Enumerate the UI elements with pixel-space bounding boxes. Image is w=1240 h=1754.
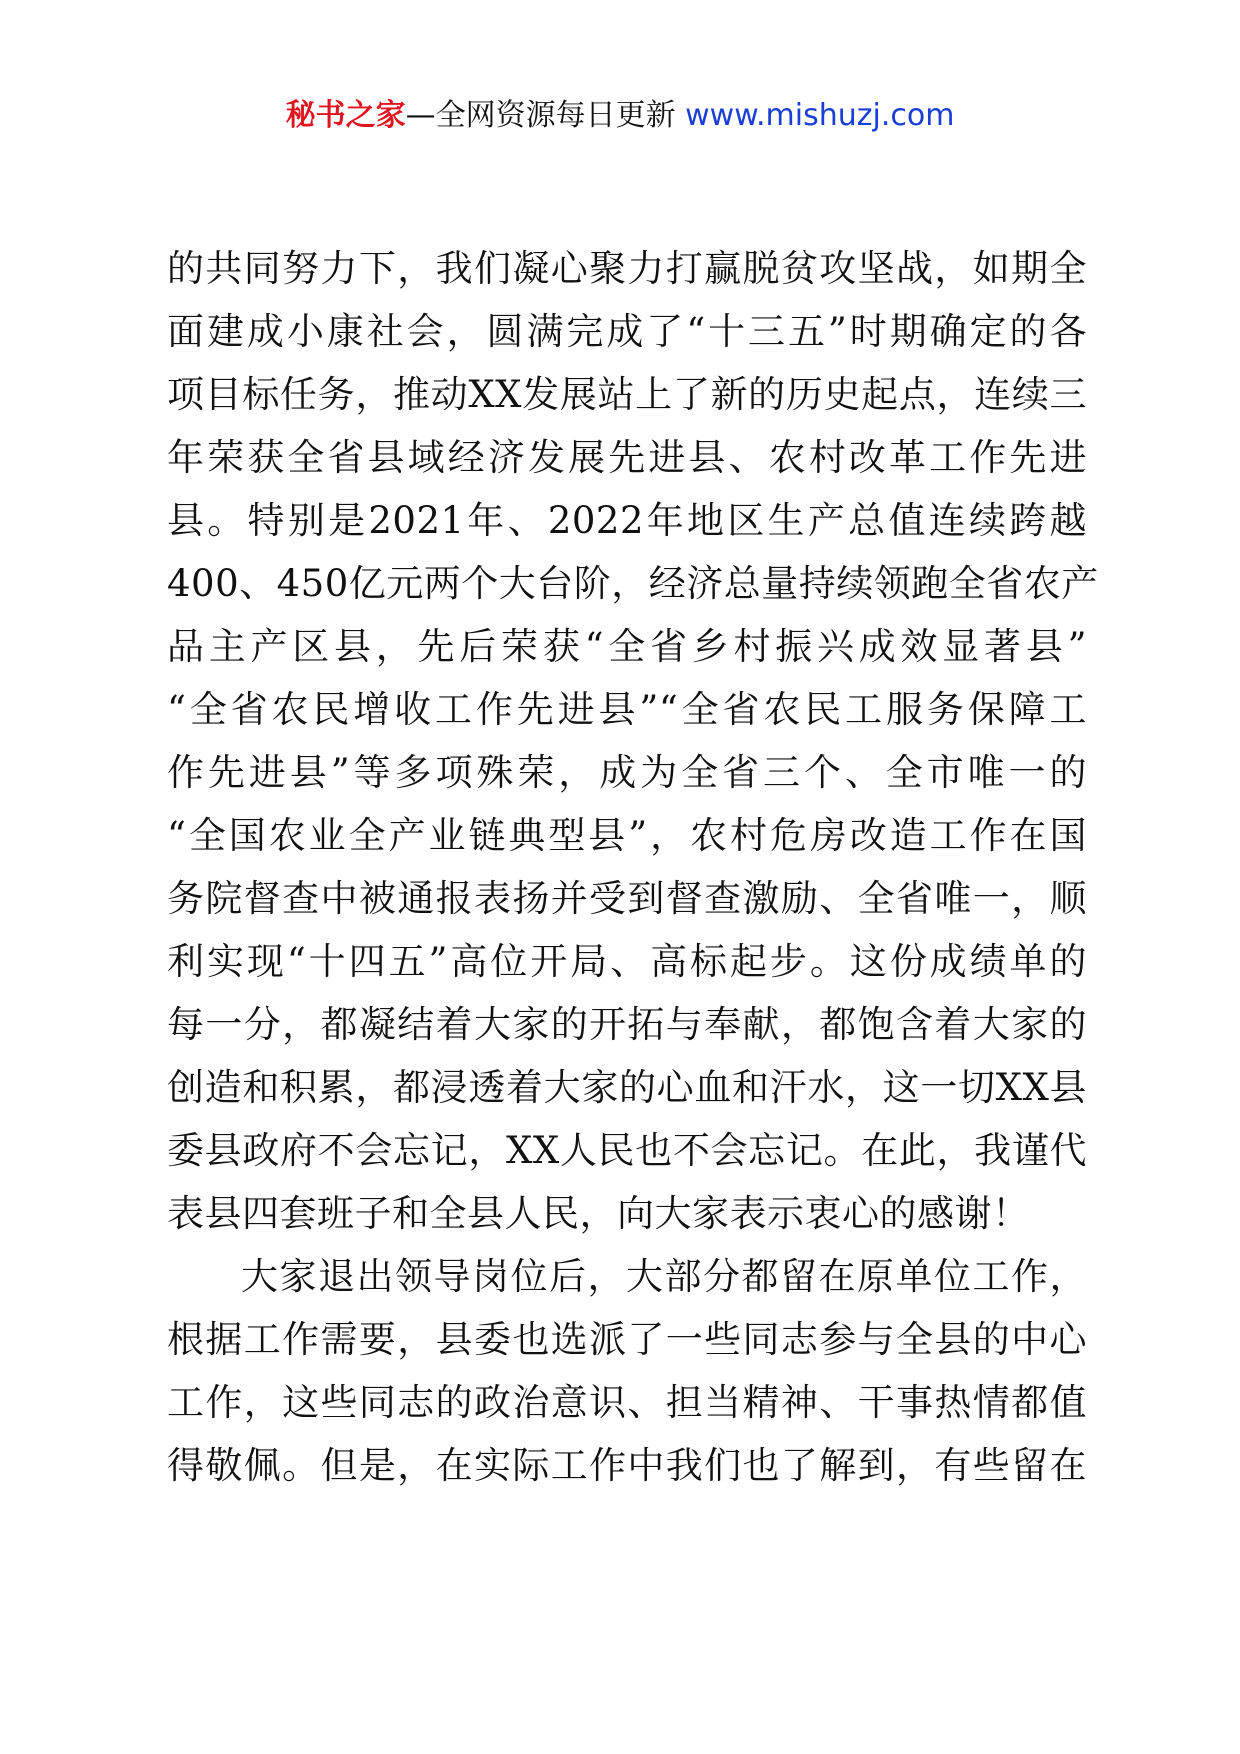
text-line: 每一分，都凝结着大家的开拓与奉献，都饱含着大家的 — [167, 1003, 1087, 1046]
text-line: 工作，这些同志的政治意识、担当精神、干事热情都值 — [167, 1381, 1087, 1424]
document-body — [167, 237, 1099, 1497]
text-line: 县。特别是2021年、2022年地区生产总值连续跨越 — [167, 499, 1087, 542]
text-line: 作先进县”等多项殊荣，成为全省三个、全市唯一的 — [167, 751, 1087, 794]
text-line: “全国农业全产业链典型县”，农村危房改造工作在国 — [167, 814, 1087, 857]
site-brand: 秘书之家 — [285, 98, 406, 133]
text-line: “全省农民增收工作先进县”“全省农民工服务保障工 — [167, 688, 1087, 731]
text-line: 务院督查中被通报表扬并受到督查激励、全省唯一，顺 — [167, 877, 1087, 920]
text-line: 400、450亿元两个大台阶，经济总量持续领跑全省农产 — [167, 562, 1099, 605]
text-line: 根据工作需要，县委也选派了一些同志参与全县的中心 — [167, 1318, 1087, 1361]
text-line: 年荣获全省县域经济发展先进县、农村改革工作先进 — [167, 436, 1087, 479]
text-line: 委县政府不会忘记，XX人民也不会忘记。在此，我谨代 — [167, 1129, 1087, 1172]
text-line: 大家退出领导岗位后，大部分都留在原单位工作， — [241, 1255, 1087, 1298]
text-line: 表县四套班子和全县人民，向大家表示衷心的感谢！ — [167, 1192, 1030, 1235]
text-line: 利实现“十四五”高位开局、高标起步。这份成绩单的 — [167, 940, 1087, 983]
site-tagline: —全网资源每日更新 — [405, 98, 686, 133]
page-header — [0, 96, 1240, 136]
text-line: 品主产区县，先后荣获“全省乡村振兴成效显著县” — [167, 625, 1087, 668]
site-url-link[interactable]: www.mishuzj.com — [685, 98, 955, 133]
text-line: 的共同努力下，我们凝心聚力打赢脱贫攻坚战，如期全 — [167, 247, 1087, 290]
text-line: 项目标任务，推动XX发展站上了新的历史起点，连续三 — [167, 373, 1087, 416]
text-line: 面建成小康社会，圆满完成了“十三五”时期确定的各 — [167, 310, 1087, 353]
text-line: 得敬佩。但是，在实际工作中我们也了解到，有些留在 — [167, 1444, 1087, 1487]
text-line: 创造和积累，都浸透着大家的心血和汗水，这一切XX县 — [167, 1066, 1087, 1109]
